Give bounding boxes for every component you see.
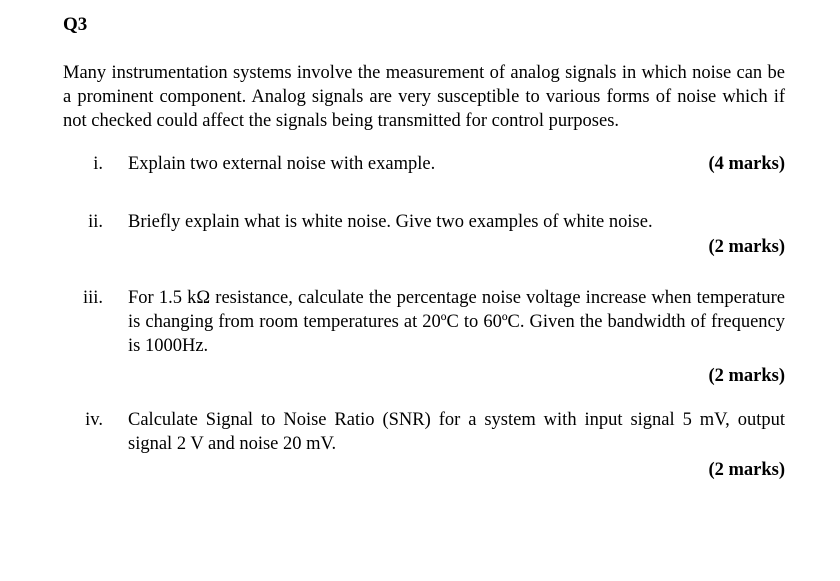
sub-question-text: Briefly explain what is white noise. Give two examples of white noise. [128, 212, 653, 232]
marks-label: (2 marks) [708, 460, 785, 480]
sub-question-number: ii. [88, 212, 103, 232]
sub-question-text: For 1.5 kΩ resistance, calculate the percentage noise voltage increase when temperature is changing from room temperatures at 20ºC to 60ºC. Given the bandwidth of frequency is 1000Hz. [128, 288, 785, 356]
question-heading: Q3 [63, 14, 88, 35]
sub-question-text: Calculate Signal to Noise Ratio (SNR) for a system with input signal 5 mV, output signal 2 V and noise 20 mV. [128, 410, 785, 454]
sub-question-number: iv. [85, 410, 103, 430]
sub-question-text: Explain two external noise with example. [128, 154, 436, 174]
intro-paragraph: Many instrumentation systems involve the measurement of analog signals in which noise can be a prominent component. Analog signals are very susceptible to various forms of noise which if not checked could affect the signals being transmitted for control purposes. [63, 63, 785, 131]
sub-question-number: iii. [82, 288, 103, 308]
marks-label: (4 marks) [708, 154, 785, 174]
sub-question-number: i. [93, 154, 103, 174]
marks-label: (2 marks) [708, 237, 785, 257]
marks-label: (2 marks) [708, 366, 785, 386]
